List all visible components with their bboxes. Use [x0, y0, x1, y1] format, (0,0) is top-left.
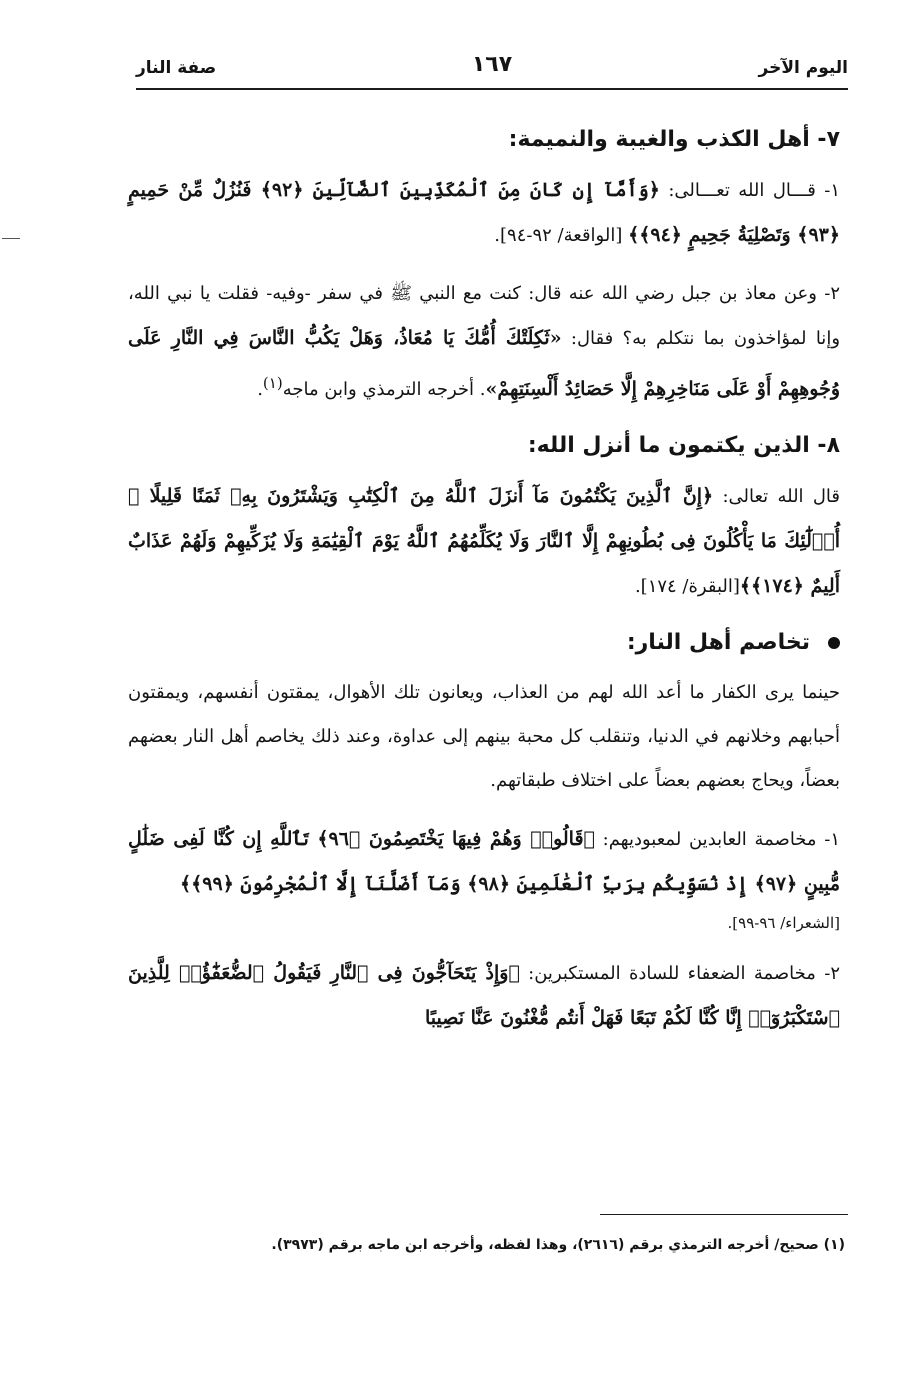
section-7-heading: ٧- أهل الكذب والغيبة والنميمة:: [508, 127, 840, 152]
page-body: [128, 120, 840, 1055]
bullet-icon: [828, 637, 840, 649]
section-8-item-1: [128, 474, 840, 609]
footnote-marker: (١): [262, 374, 283, 392]
margin-mark: [2, 238, 20, 239]
dispute-heading: [128, 623, 840, 663]
item-lead: ١- قـــال الله تعـــالى:: [659, 180, 840, 201]
hadith-source: . أخرجه الترمذي وابن ماجه: [282, 379, 486, 400]
quran-quote: ﴿إِنَّ ٱلَّذِينَ يَكْتُمُونَ مَآ أَنزَلَ ٱللَّهُ مِنَ ٱلْكِتَٰبِ وَيَشْتَرُونَ بِهِۦ ثَمَنًا قَلِيلًا ۙ أُو۟لَٰٓئِكَ مَا يَأْكُلُونَ فِى بُطُونِهِمْ إِلَّا ٱلنَّارَ وَلَا يُكَلِّمُهُمُ ٱللَّهُ يَوْمَ ٱلْقِيَٰمَةِ وَلَا يُزَكِّيهِمْ وَلَهُمْ عَذَابٌ أَلِيمٌ ﴿١٧٤﴾﴾: [128, 485, 840, 597]
section-7-item-2: [128, 272, 840, 412]
footnote-rule: [600, 1214, 848, 1215]
dispute-heading-text: تخاصم أهل النار:: [626, 630, 810, 655]
header-chapter-title: صفة النار: [136, 58, 217, 78]
verse-reference: [البقرة/ ١٧٤].: [634, 576, 740, 597]
hadith-quote: «ثَكِلَتْكَ أُمُّكَ يَا مُعَاذُ، وَهَلْ يَكُبُّ النَّاسَ فِي النَّارِ عَلَى وُجُوهِهِمْ أَوْ عَلَى مَنَاخِرِهِمْ إِلَّا حَصَائِدُ أَلْسِنَتِهِمْ»: [128, 327, 840, 400]
dispute-item-1: [128, 817, 840, 907]
item-lead: ١- مخاصمة العابدين لمعبوديهم:: [594, 829, 840, 850]
footnote: (١) صحيح/ أخرجه الترمذي برقم (٢٦١٦)، وهذا لفظه، وأخرجه ابن ماجه برقم (٣٩٧٣).: [271, 1237, 845, 1253]
header-rule: [136, 88, 848, 90]
item-lead: قال الله تعالى:: [713, 486, 840, 507]
verse-reference: [الواقعة/ ٩٢-٩٤].: [494, 225, 629, 246]
quran-quote: ﴿قَالُوا۟ وَهُمْ فِيهَا يَخْتَصِمُونَ ﴿٩٦﴾ تَٱللَّهِ إِن كُنَّا لَفِى ضَلَٰلٍ مُّبِينٍ ﴿٩٧﴾ إِذْ نُسَوِّيكُم بِرَبِّ ٱلْعَٰلَمِينَ ﴿٩٨﴾ وَمَآ أَضَلَّنَآ إِلَّا ٱلْمُجْرِمُونَ ﴿٩٩﴾﴾: [128, 828, 840, 895]
item-lead: ٢- مخاصمة الضعفاء للسادة المستكبرين:: [519, 963, 840, 984]
item-lead: ٢- وعن معاذ بن جبل رضي الله عنه قال: كنت مع النبي ﷺ في سفر -وفيه- فقلت يا نبي الله، وإنا لمؤاخذون بما نتكلم به؟ فقال:: [128, 283, 841, 349]
verse-reference: [الشعراء/ ٩٦-٩٩].: [727, 914, 840, 932]
dispute-intro: حينما يرى الكفار ما أعد الله لهم من العذاب، ويعانون تلك الأهوال، يمقتون أنفسهم، ويمقتون أحبابهم وخلانهم في الدنيا، وتنقلب كل محبة بينهم إلى عداوة، وعند ذلك يخاصم أهل النار بعضهم بعضاً، ويحاج بعضهم بعضاً على اختلاف طبقاتهم.: [128, 682, 840, 791]
sentence-end: .: [257, 379, 263, 400]
section-7-item-1: [128, 168, 840, 258]
header-book-title: اليوم الآخر: [758, 58, 848, 78]
page-number: ١٦٧: [471, 52, 513, 77]
section-8-heading: ٨- الذين يكتمون ما أنزل الله:: [527, 433, 840, 458]
quran-quote: ﴿وَإِذْ يَتَحَآجُّونَ فِى ٱلنَّارِ فَيَقُولُ ٱلضُّعَفَٰٓؤُا۟ لِلَّذِينَ ٱسْتَكْبَرُوٓا۟ إِنَّا كُنَّا لَكُمْ تَبَعًا فَهَلْ أَنتُم مُّغْنُونَ عَنَّا نَصِيبًا: [128, 962, 840, 1029]
quran-quote: ﴿وَأَمَّآ إِن كَانَ مِنَ ٱلْمُكَذِّبِينَ ٱلضَّآلِّينَ ﴿٩٢﴾ فَنُزُلٌ مِّنْ حَمِيمٍ ﴿٩٣﴾ وَتَصْلِيَةُ جَحِيمٍ ﴿٩٤﴾﴾: [128, 179, 840, 246]
dispute-item-2: [128, 951, 840, 1041]
running-header: [136, 48, 848, 90]
